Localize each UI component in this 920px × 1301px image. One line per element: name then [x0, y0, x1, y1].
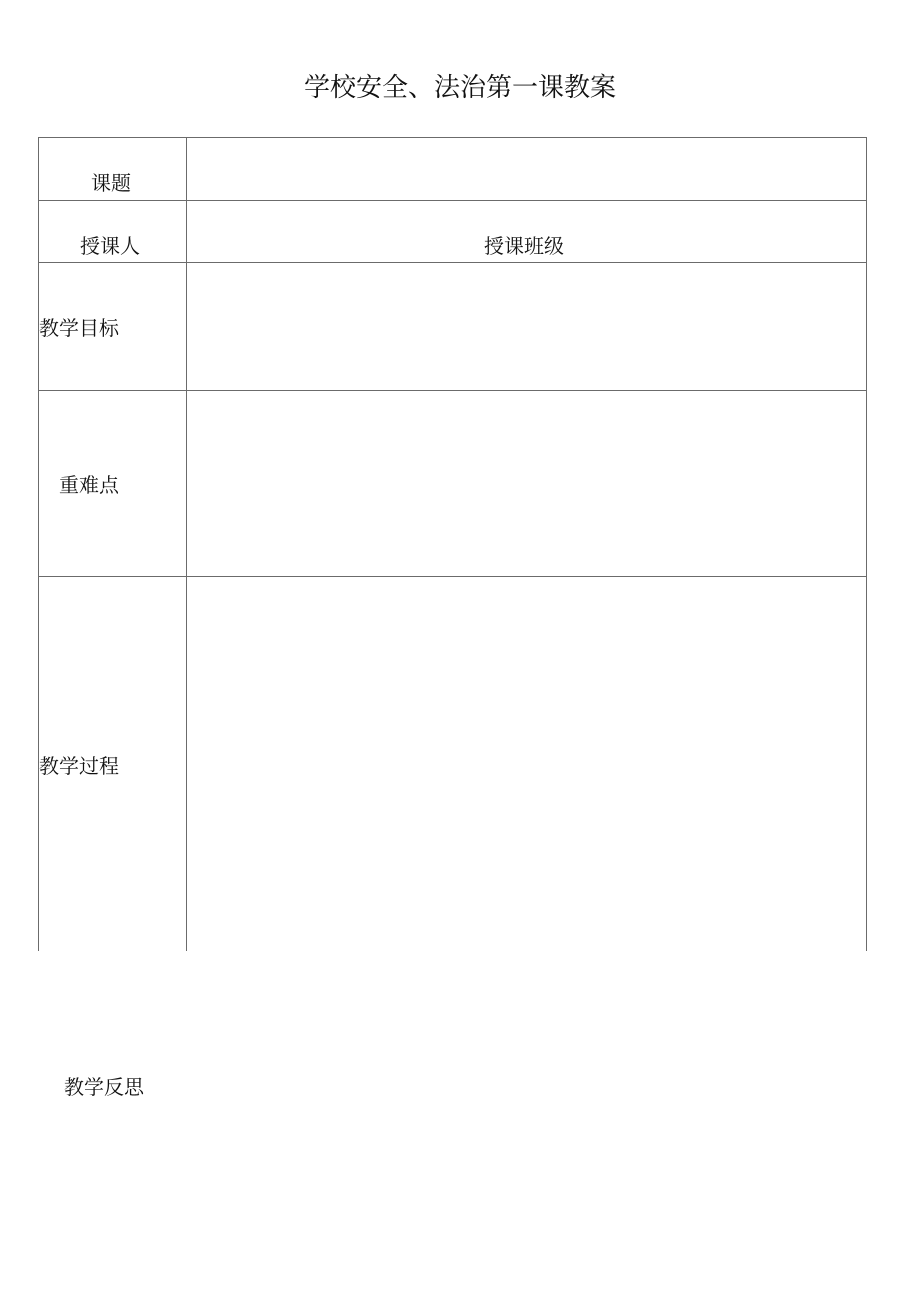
reflection-field[interactable] — [188, 1000, 866, 1200]
label-column-divider — [186, 137, 187, 951]
table-right-border — [866, 137, 867, 951]
row-divider — [38, 200, 867, 201]
process-label: 教学过程 — [39, 754, 119, 778]
teacher-field[interactable] — [188, 202, 468, 260]
class-label: 授课班级 — [484, 234, 564, 258]
topic-label: 课题 — [91, 171, 131, 195]
key-points-label: 重难点 — [59, 473, 119, 497]
row-divider — [38, 262, 867, 263]
process-field[interactable] — [188, 578, 864, 950]
reflection-label: 教学反思 — [64, 1075, 144, 1099]
lesson-plan-table — [38, 137, 867, 951]
row-divider — [38, 576, 867, 577]
document-title: 学校安全、法治第一课教案 — [303, 73, 616, 103]
key-points-field[interactable] — [188, 392, 864, 574]
table-left-border — [38, 137, 39, 951]
teacher-label: 授课人 — [80, 234, 140, 258]
topic-field[interactable] — [188, 139, 864, 199]
objectives-label: 教学目标 — [39, 316, 119, 340]
table-top-border — [38, 137, 867, 138]
class-field[interactable] — [578, 202, 864, 260]
objectives-field[interactable] — [188, 264, 864, 388]
row-divider — [38, 390, 867, 391]
